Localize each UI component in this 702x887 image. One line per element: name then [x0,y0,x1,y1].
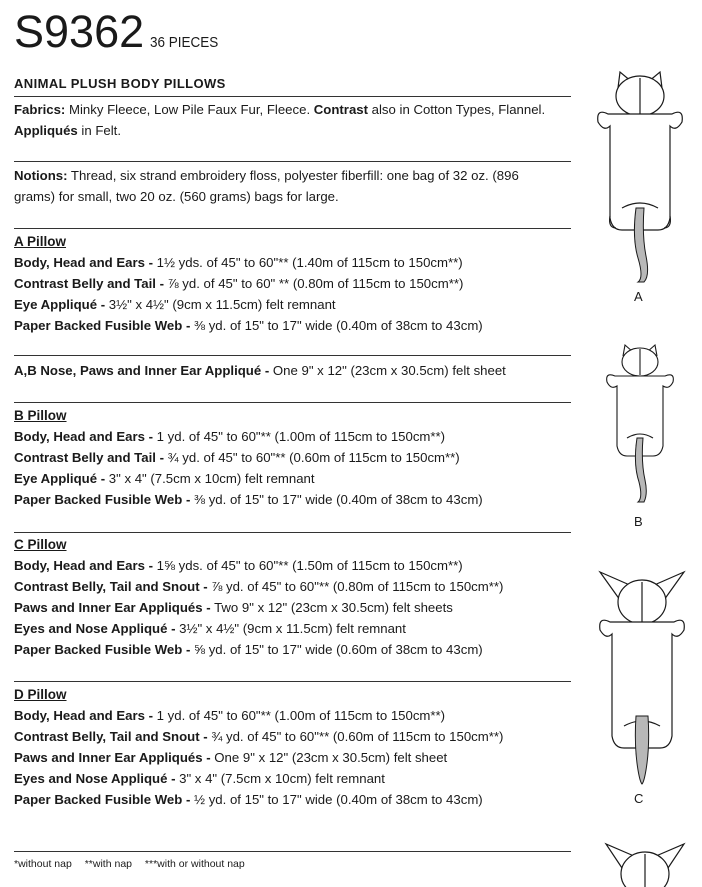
requirement-row: Body, Head and Ears - 1½ yds. of 45" to 60"** (1.40m of 115cm to 150cm**) [14,255,463,270]
divider [14,161,571,162]
divider [14,681,571,682]
pattern-number: S9362 [14,6,145,57]
notions-label: Notions: [14,168,68,183]
requirement-row: Paper Backed Fusible Web - ⅝ yd. of 15" to 17" wide (0.60m of 38cm to 43cm) [14,642,483,657]
cat-pillow-icon [592,68,688,284]
divider [14,851,571,852]
divider [14,355,571,356]
pillow-d-partial-icon [600,838,690,887]
requirement-row: Contrast Belly and Tail - ⅞ yd. of 45" to 60" ** (0.80m of 115cm to 150cm**) [14,276,464,291]
notions-text [14,165,571,207]
requirement-row: Contrast Belly and Tail - ¾ yd. of 45" to 60"** (0.60m of 115cm to 150cm**) [14,450,460,465]
requirement-row: Eye Appliqué - 3" x 4" (7.5cm x 10cm) felt remnant [14,471,315,486]
requirement-row: Body, Head and Ears - 1 yd. of 45" to 60"** (1.00m of 115cm to 150cm**) [14,708,446,723]
requirement-row: Eyes and Nose Appliqué - 3" x 4" (7.5cm x 10cm) felt remnant [14,771,385,786]
footnotes [14,858,255,870]
requirement-row: Eye Appliqué - 3½" x 4½" (9cm x 11.5cm) felt remnant [14,297,336,312]
figure-label-c: C [634,791,644,806]
divider [14,96,571,97]
pattern-header [14,6,226,58]
cat-pillow-small-icon [603,342,677,506]
section-heading-a: A Pillow [14,234,67,249]
contrast-text: also in Cotton Types, Flannel. [368,102,546,117]
requirement-row: Contrast Belly, Tail and Snout - ⅞ yd. of 45" to 60"** (0.80m of 115cm to 150cm**) [14,579,504,594]
fabrics-label: Fabrics: [14,102,66,117]
requirement-row: Paper Backed Fusible Web - ⅜ yd. of 15" to 17" wide (0.40m of 38cm to 43cm) [14,318,483,333]
section-heading-b: B Pillow [14,408,67,423]
figure-label-a: A [634,289,643,304]
section-heading-c: C Pillow [14,537,67,552]
divider [14,228,571,229]
requirement-row: A,B Nose, Paws and Inner Ear Appliqué - One 9" x 12" (23cm x 30.5cm) felt sheet [14,363,506,378]
footnote: *without nap [14,858,72,870]
section-heading-d: D Pillow [14,687,67,702]
fabrics-text [14,99,564,141]
footnote: **with nap [84,858,132,870]
requirement-row: Paper Backed Fusible Web - ½ yd. of 15" to 17" wide (0.40m of 38cm to 43cm) [14,792,483,807]
requirement-row: Eyes and Nose Appliqué - 3½" x 4½" (9cm x 11.5cm) felt remnant [14,621,406,636]
divider [14,402,571,403]
contrast-label: Contrast [313,102,368,117]
figure-label-b: B [634,514,643,529]
requirement-row: Paws and Inner Ear Appliqués - Two 9" x 12" (23cm x 30.5cm) felt sheets [14,600,453,615]
applique-label: Appliqués [14,123,78,138]
fox-pillow-icon [596,566,688,786]
requirement-row: Paper Backed Fusible Web - ⅜ yd. of 15" to 17" wide (0.40m of 38cm to 43cm) [14,492,483,507]
footnote: ***with or without nap [144,858,245,870]
requirement-row: Body, Head and Ears - 1 yd. of 45" to 60"** (1.00m of 115cm to 150cm**) [14,429,446,444]
notions-line-1: Thread, six strand embroidery floss, polyester fiberfill: one bag of 32 oz. (896 [67,168,519,183]
requirement-row: Body, Head and Ears - 1⅝ yds. of 45" to 60"** (1.50m of 115cm to 150cm**) [14,558,463,573]
requirement-row: Paws and Inner Ear Appliqués - One 9" x 12" (23cm x 30.5cm) felt sheet [14,750,448,765]
fabrics-list: Minky Fleece, Low Pile Faux Fur, Fleece. [65,102,314,117]
pattern-title: ANIMAL PLUSH BODY PILLOWS [14,76,226,91]
applique-text: in Felt. [77,123,121,138]
pieces-count: 36 PIECES [150,34,219,51]
requirement-row: Contrast Belly, Tail and Snout - ¾ yd. of 45" to 60"** (0.60m of 115cm to 150cm**) [14,729,504,744]
divider [14,532,571,533]
notions-line-2: grams) for small, two 20 oz. (560 grams) bags for large. [14,189,339,204]
